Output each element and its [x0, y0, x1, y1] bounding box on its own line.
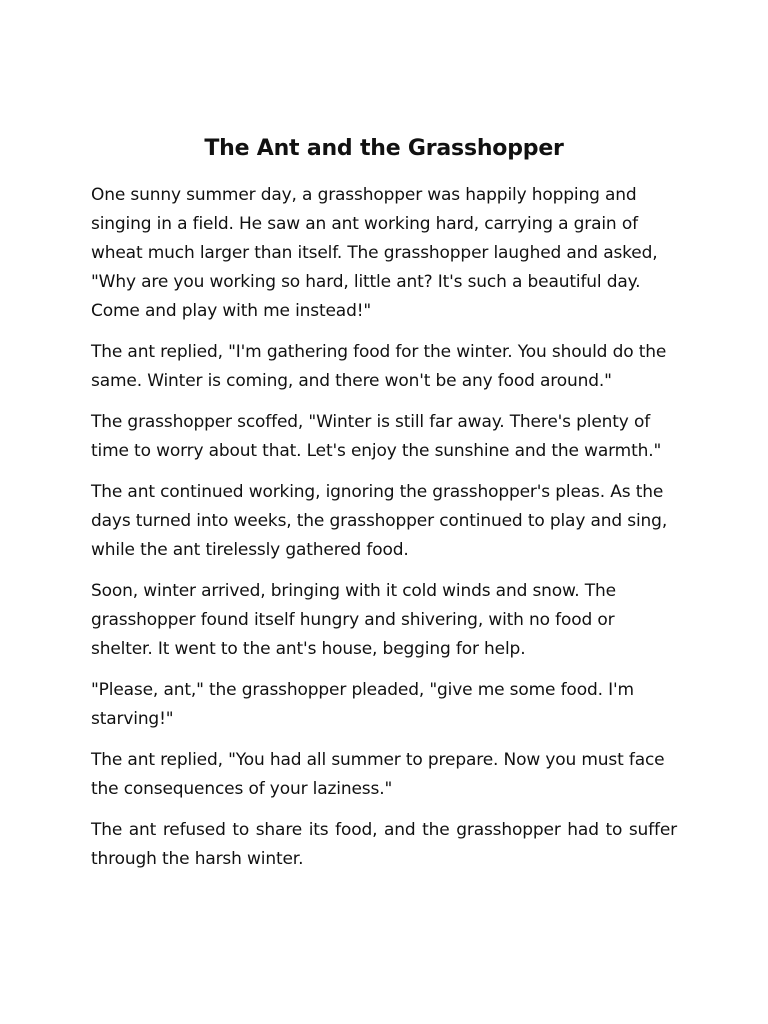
- paragraph: The ant refused to share its food, and the grasshopper had to suffer through the harsh winter.: [91, 820, 677, 869]
- paragraph: "Please, ant," the grasshopper pleaded, "give me some food. I'm starving!": [91, 680, 634, 729]
- document-body: [91, 131, 677, 886]
- paragraph: One sunny summer day, a grasshopper was happily hopping and singing in a field. He saw an ant working hard, carrying a grain of wheat much larger than itself. The grasshopper laughed and asked, "Why are you working so hard, little ant? It's such a beautiful day. Come and play with me instead!": [91, 185, 658, 321]
- paragraph: The ant replied, "You had all summer to prepare. Now you must face the consequences of your laziness.": [91, 750, 665, 799]
- paragraph: Soon, winter arrived, bringing with it cold winds and snow. The grasshopper found itself hungry and shivering, with no food or shelter. It went to the ant's house, begging for help.: [91, 581, 616, 659]
- paragraph: The grasshopper scoffed, "Winter is still far away. There's plenty of time to worry about that. Let's enjoy the sunshine and the warmth.": [91, 412, 662, 461]
- paragraph: The ant continued working, ignoring the grasshopper's pleas. As the days turned into weeks, the grasshopper continued to play and sing, while the ant tirelessly gathered food.: [91, 482, 668, 560]
- paragraph: The ant replied, "I'm gathering food for the winter. You should do the same. Winter is coming, and there won't be any food around.": [91, 342, 667, 391]
- document-title: The Ant and the Grasshopper: [204, 136, 564, 161]
